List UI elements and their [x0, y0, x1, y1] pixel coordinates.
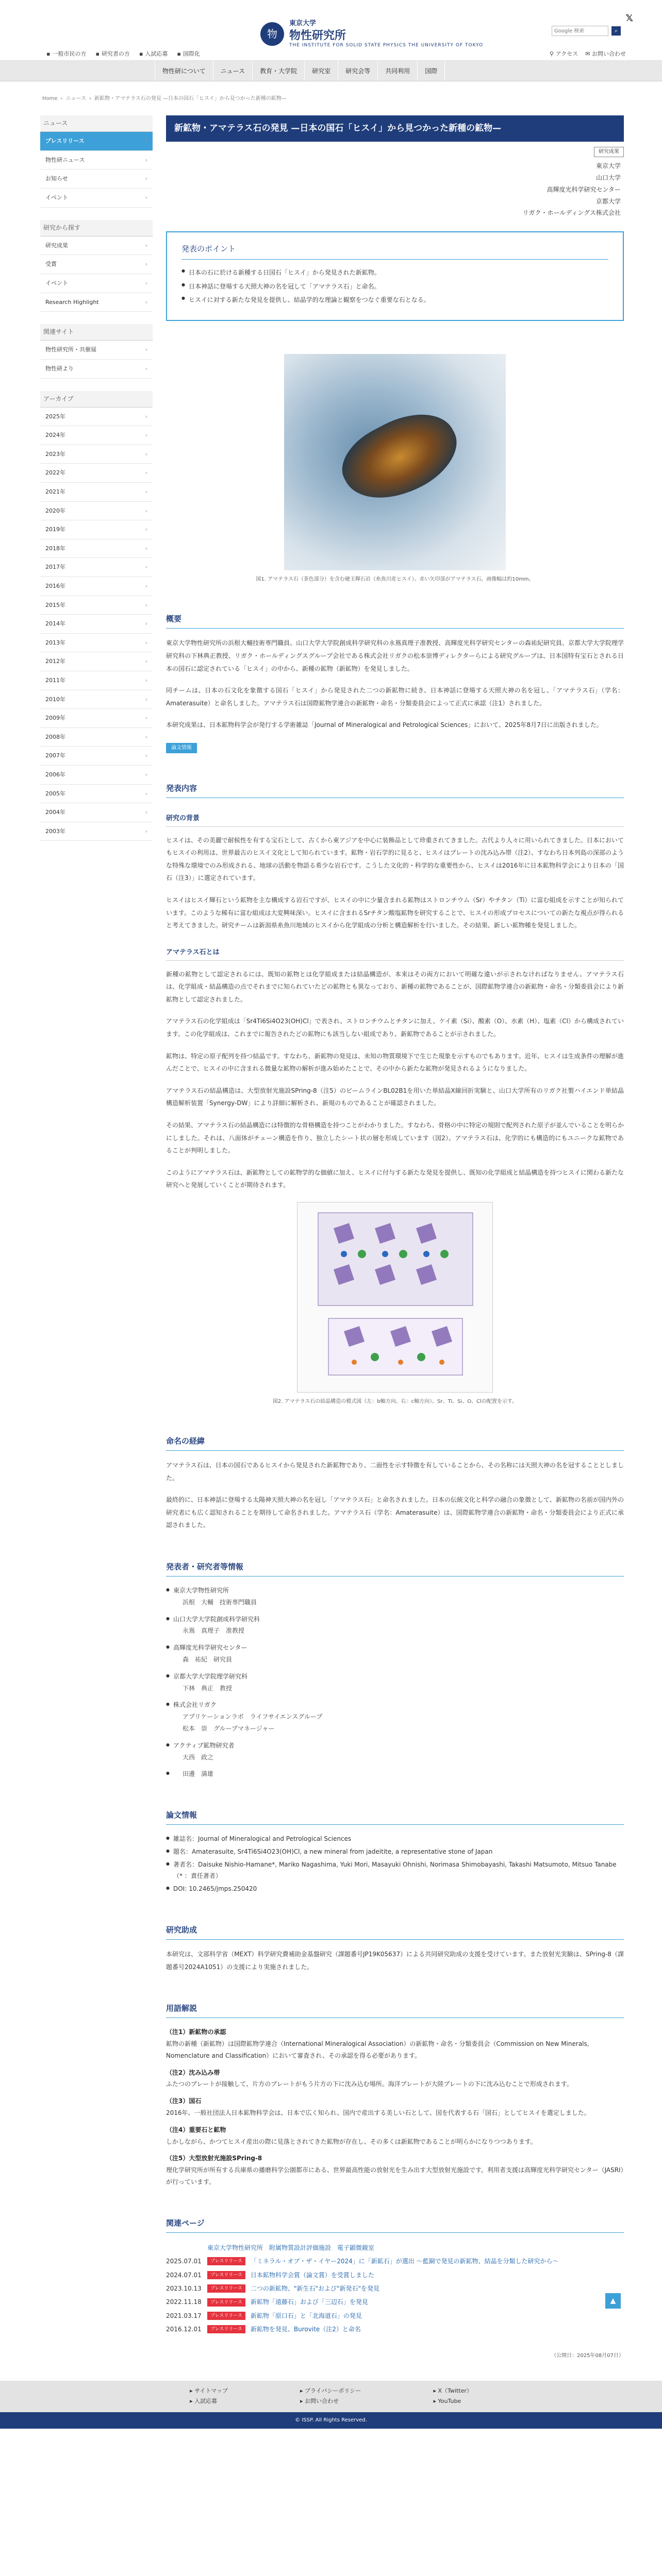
gnav-news[interactable]: ニュース: [213, 61, 253, 81]
person-org: 東京大学物性研究所: [173, 1586, 229, 1594]
archive-year-item[interactable]: 2019年 ›: [40, 520, 153, 539]
related-item[interactable]: [166, 2282, 624, 2295]
archive-year-item[interactable]: 2014年 ›: [40, 615, 153, 634]
glossary-term: （注4）重要石と鉱物: [166, 2126, 226, 2133]
person-org: 京都大学大学院理学研究科: [173, 1672, 248, 1680]
background-para: ヒスイは、その美麗で耐候性を有する宝石として、古くから東アジアを中心に装飾品として珍重されてきました。古代より人々に用いられてきました。日本においてもヒスイの利用は、世界最古のヒスイ文化として知られています。鉱物・岩石学的に見ると、ヒスイはプレートの沈み込み帯（注2）、すなわち日本列島の深部のような特殊な環境でのみ形成される、地球の活動を物語る希少な岩石です。こうした文化的・科学的な重要性から、ヒスイは2016年に日本鉱物科学会により日本の「国石（注3）」に選定されています。: [166, 836, 624, 882]
funding-para: 本研究は、文部科学省（MEXT）科学研究費補助金基盤研究（課題番号JP19K05637）による共同研究助成の支援を受けています。また放射光実験は、SPring-8（課題番号2024A1051）の支援により実施されました。: [166, 1951, 624, 1971]
logo-emblem: 物: [260, 22, 284, 46]
utility-link-international[interactable]: ▪ 国際化: [177, 49, 200, 59]
archive-year-item[interactable]: 2017年 ›: [40, 558, 153, 577]
related-tag: プレスリリース: [207, 2271, 245, 2279]
author-org: 東京大学: [595, 162, 621, 170]
glossary-desc: 2016年、一般社団法人日本鉱物科学会は、日本で広く知られ、国内で産出する美しい石として、国を代表する石「国石」としてヒスイを選定しました。: [166, 2109, 590, 2117]
archive-year-item[interactable]: 2025年 ›: [40, 408, 153, 427]
related-link[interactable]: 新鉱物を発見、Burovite（注2）と命名: [250, 2326, 361, 2333]
footer-link-x[interactable]: ▸ X（Twitter）: [433, 2387, 472, 2394]
archive-year-item[interactable]: 2023年 ›: [40, 445, 153, 464]
related-tag: プレスリリース: [207, 2284, 245, 2293]
glossary-entry: [166, 2095, 624, 2119]
person-name: 下林 典正 教授: [183, 1684, 233, 1692]
what-para: アマテラス石の化学組成は「Sr4Ti6Si4O23(OH)Cl」で表され、ストロンチウムとチタンに加え、ケイ素（Si）、酸素（O）、水素（H）、塩素（Cl）から構成されています。この化学組成は、これまでに報告されたどの鉱物にも該当しない組成であり、新鉱物であることが示されました。: [166, 1018, 624, 1038]
search-icon: ⌕: [614, 27, 618, 35]
glossary-entry: [166, 2026, 624, 2061]
person-icon: ▪: [139, 50, 143, 57]
global-nav: [0, 61, 662, 81]
archive-year-item[interactable]: 2013年 ›: [40, 634, 153, 653]
content-heading: 発表内容: [166, 782, 624, 798]
gnav-joint-use[interactable]: 共同利用: [378, 61, 418, 81]
archive-year-item[interactable]: 2005年 ›: [40, 785, 153, 804]
person-org: 株式会社リガク: [173, 1701, 217, 1709]
site-logo[interactable]: [260, 19, 483, 49]
person-icon: ▪: [95, 50, 100, 57]
author-org: 高輝度光科学研究センター: [547, 185, 621, 193]
sidebar-item-awards[interactable]: 受賞 ›: [40, 255, 153, 274]
related-link[interactable]: 「ミネラル・オブ・ザ・イヤー2024」に「新鉱石」が選出 ～藍銅で発見の新鉱物、結晶を分類した研究から～: [250, 2258, 559, 2265]
author-list: [166, 160, 624, 219]
glossary-term: （注5）大型放射光施設SPring-8: [166, 2155, 262, 2162]
pin-icon: ⚲: [550, 50, 554, 57]
archive-year-item[interactable]: 2006年 ›: [40, 766, 153, 785]
glossary-entry: [166, 2153, 624, 2188]
person-entry: [166, 1740, 624, 1764]
paper-heading: 論文情報: [166, 1809, 624, 1825]
paper-doi-link[interactable]: ● DOI: 10.2465/jmps.250420: [166, 1883, 624, 1895]
archive-year-item[interactable]: 2016年 ›: [40, 577, 153, 596]
archive-year-item[interactable]: 2024年 ›: [40, 426, 153, 445]
person-entry: [166, 1671, 624, 1694]
person-org: 山口大学大学院創成科学研究科: [173, 1615, 260, 1623]
glossary-term: （注1）新鉱物の承認: [166, 2028, 226, 2036]
copyright: © ISSP. All Rights Reserved.: [0, 2412, 662, 2429]
overview-para: 東京大学物性研究所の浜根大輔技術専門職員、山口大学大学院創成科学研究科の永嶌真理子准教授、高輝度光科学研究センターの森祐紀研究員、京都大学大学院理学研究科の下林典正教授、リガク・ホールディングスグループ会社である株式会社リガクの松本崇博ディレクターらによる研究グループは、日本国特有宝石とされる日本の国石に認定されている「ヒスイ」の中から、新種の鉱物（新鉱物）を発見しました。: [166, 639, 624, 672]
person-entry: [166, 1614, 624, 1637]
footer-links: [0, 2381, 662, 2413]
author-org: リガク・ホールディングス株式会社: [522, 209, 621, 217]
footer-link-contact[interactable]: ▸ お問い合わせ: [300, 2398, 339, 2405]
key-points-heading: 発表のポイント: [181, 243, 608, 260]
person-name: 浜根 大輔 技術専門職員: [183, 1598, 257, 1606]
person-entry: [166, 1699, 624, 1734]
glossary-desc: しかしながら、かつてヒスイ産出の際に見落とされてきた鉱物が存在し、その多くは新鉱物であることが明らかになりつつあります。: [166, 2138, 537, 2145]
glossary-term: （注2）沈み込み帯: [166, 2069, 220, 2076]
what-para: 鉱物は、特定の原子配列を持つ結晶です。すなわち、新鉱物の発見は、未知の物質環境下で生じた現象を示すものでもあります。近年、ヒスイは生成条件の理解が進んだことで、ヒスイの中に含まれる微量な鉱物の解析が進み始めたことで、その中から新たな鉱物が発見されるようになりました。: [166, 1052, 624, 1073]
search-form: [552, 26, 621, 36]
figure2-caption: 図2. アマテラス石の結晶構造の模式図（左：b軸方向、右：c軸方向）。Sr、Ti、Si、O、Clの配置を示す。: [272, 1398, 518, 1404]
crystal-structure-diagram: [297, 1202, 493, 1393]
back-to-top-button[interactable]: [605, 2293, 621, 2309]
sidebar-item-link-1[interactable]: 物性研究所・共催展 ›: [40, 341, 153, 360]
archive-year-item[interactable]: 2012年 ›: [40, 652, 153, 671]
person-name: 永嶌 真理子 准教授: [183, 1627, 245, 1635]
logo-line1: 東京大学: [289, 20, 317, 27]
glossary-desc: 鉱物の新種（新鉱物）は国際鉱物学連合（International Mineralogical Association）の新鉱物・命名・分類委員会（Commission on New Minerals, Nomenclature and Classification）において審査され、その承認を得る必要があります。: [166, 2040, 589, 2059]
naming-heading: 命名の経緯: [166, 1435, 624, 1451]
logo-line2: 物性研究所: [289, 28, 346, 42]
paper-info-button[interactable]: 論文情報: [166, 743, 197, 753]
related-tag: プレスリリース: [207, 2312, 245, 2320]
sidebar-item-issp-news[interactable]: 物性研ニュース ›: [40, 151, 153, 170]
sidebar-item-results[interactable]: 研究成果 ›: [40, 236, 153, 256]
globe-icon: ▪: [177, 50, 181, 57]
key-points-box: [166, 231, 624, 321]
sidebar-archive: [40, 391, 153, 841]
related-date: 2023.10.13: [166, 2285, 202, 2292]
glossary-desc: ふたつのプレートが接触して、片方のプレートがもう片方の下に沈み込む場所。海洋プレートが大陸プレートの下に沈み込むことで形成されます。: [166, 2080, 573, 2088]
person-name: 森 祐紀 研究員: [183, 1655, 233, 1663]
related-item[interactable]: [166, 2241, 624, 2255]
sidebar-item-notice[interactable]: お知らせ ›: [40, 170, 153, 189]
publish-date: （公開日：2025年08月07日）: [551, 2352, 624, 2359]
glossary-desc: 理化学研究所が所有する兵庫県の播磨科学公園都市にある、世界最高性能の放射光を生み出す大型放射光施設です。利用者支援は高輝度光科学研究センター（JASRI）が行っています。: [166, 2166, 624, 2186]
sidebar-item-events[interactable]: イベント ›: [40, 274, 153, 293]
what-para: その結果、アマテラス石の結晶構造には特徴的な骨格構造を持つことがわかりました。すなわち、骨格の中に特定の規則で配列された原子が並んでいることを明らかにしました。それは、八面体がチェーン構造を作り、独立したシート状の層を形成しています（図2）。アマテラス石は、化学的にも構造的にもユニークな鉱物であることが判明しました。: [166, 1122, 624, 1155]
contact-link[interactable]: ✉ お問い合わせ: [585, 50, 626, 57]
utility-link-public[interactable]: ▪ 一般市民の方: [46, 49, 86, 59]
breadcrumb-home[interactable]: Home: [42, 96, 58, 101]
archive-list: [40, 408, 153, 841]
sidebar-item-highlight[interactable]: Research Highlight ›: [40, 293, 153, 312]
archive-year-item[interactable]: 2022年 ›: [40, 464, 153, 483]
related-link[interactable]: 新鉱物「原口石」と「北海道石」の発見: [250, 2312, 362, 2319]
site-header: [0, 0, 662, 61]
glossary-heading: 用語解説: [166, 2002, 624, 2018]
overview-para: 同チームは、日本の石文化を象徴する国石「ヒスイ」から発見された二つの新鉱物に続き、日本神話に登場する天照大神の名を冠し、「アマテラス石」（学名：Amaterasuite）と命名しました。アマテラス石は国際鉱物学連合の新鉱物・命名・分類委員会によって正式に承認（注1）されました。: [166, 687, 624, 707]
archive-year-item[interactable]: 2008年 ›: [40, 728, 153, 747]
sidebar-news: [40, 115, 153, 208]
x-twitter-icon[interactable]: 𝕏: [625, 13, 633, 24]
person-org: アクティブ鉱物研究者: [173, 1741, 235, 1749]
key-point: ● 日本の石に於ける新種する日国石「ヒスイ」から発見された新鉱物。: [181, 266, 608, 279]
rock-sample-image: [331, 398, 470, 517]
glossary-term: （注3）国石: [166, 2097, 202, 2105]
utility-links-right: [550, 49, 626, 59]
paper-info-list: [166, 1833, 624, 1895]
what-para: 新種の鉱物として認定されるには、既知の鉱物とは化学組成または結晶構造が、本来はその両方において明確な違いが示されなければなりません。アマテラス石は、化学組成・結晶構造の点でそれまでに知られていたどの鉱物とも異なっており、新種の鉱物であることが、国際鉱物学連合の新鉱物・命名・分類委員会により新鉱物として認定されました。: [166, 970, 624, 1003]
person-name: ● 田邊 満雄: [183, 1770, 214, 1778]
sidebar-research: [40, 220, 153, 312]
person-name: 松本 崇 グループマネージャー: [183, 1724, 275, 1732]
related-heading: 関連ページ: [166, 2217, 624, 2233]
people-heading: 発表者・研究者等情報: [166, 1561, 624, 1577]
person-name: 大西 政之: [183, 1753, 214, 1761]
sidebar-head-links: 関連サイト: [40, 324, 153, 341]
footer-link-sitemap[interactable]: ▸ サイトマップ: [190, 2387, 228, 2394]
gnav-labs[interactable]: 研究室: [305, 61, 338, 81]
crystal-structure-figure[interactable]: [297, 1202, 493, 1393]
related-link[interactable]: 東京大学物性研究所 附属物質設計評価施設 電子顕微鏡室: [207, 2244, 375, 2251]
archive-year-item[interactable]: 2021年 ›: [40, 483, 153, 502]
key-point: ● 日本神話に登場する天照大神の名を冠して「アマテラス石」と命名。: [181, 280, 608, 293]
related-date: 2021.03.17: [166, 2312, 202, 2319]
sidebar-links: [40, 324, 153, 378]
category-tag[interactable]: 研究成果: [594, 147, 624, 157]
related-tag: プレスリリース: [207, 2325, 245, 2333]
page-title: 新鉱物・アマテラス石の発見 —日本の国石「ヒスイ」から見つかった新種の鉱物—: [166, 115, 624, 142]
overview-para: 本研究成果は、日本鉱物科学会が発行する学術雑誌「Journal of Mineralogical and Petrological Sciences」において、2025年8月7日に出版されました。: [166, 721, 603, 729]
related-item[interactable]: [166, 2295, 624, 2309]
utility-link-researchers[interactable]: ▪ 研究者の方: [95, 49, 129, 59]
access-link[interactable]: ⚲ アクセス: [550, 50, 578, 57]
arrow-up-icon: ▲: [610, 2296, 616, 2305]
search-button[interactable]: [611, 26, 621, 36]
key-point: ● ヒスイに対する新たな発見を提供し、結晶学的な理論と観察をつなぐ重要な石となる。: [181, 293, 608, 307]
sidebar: [40, 115, 153, 2360]
footer-link-youtube[interactable]: ▸ YouTube: [433, 2398, 461, 2405]
paper-title: ● 題名：Amaterasuite, Sr4Ti6Si4O23(OH)Cl, a new mineral from jadeitite, a representative stone of Japan: [166, 1846, 624, 1858]
paper-authors: ● 著者名：Daisuke Nishio-Hamane*, Mariko Nagashima, Yuki Mori, Masayuki Ohnishi, Norimasa Shimobayashi, Takashi Matsumoto, Mitsuo Tanabe（* ：責任著者）: [166, 1859, 624, 1883]
what-heading: アマテラス石とは: [166, 947, 624, 961]
mineral-photo[interactable]: [284, 354, 506, 570]
archive-year-item[interactable]: 2020年 ›: [40, 502, 153, 521]
glossary-list: [166, 2026, 624, 2188]
gnav-international[interactable]: 国際: [418, 61, 445, 81]
paper-journal: ● 雑誌名：Journal of Mineralogical and Petrological Sciences: [166, 1833, 624, 1845]
utility-link-admission[interactable]: ▪ 入試応募: [139, 49, 168, 59]
breadcrumb-news[interactable]: ニュース: [65, 96, 87, 101]
related-link[interactable]: 二つの新鉱物、"新生石"および"新発石"を発見: [250, 2285, 380, 2292]
naming-para: 最終的に、日本神話に登場する太陽神天照大神の名を冠し「アマテラス石」と命名されました。日本の伝統文化と科学の融合の象徴として、新鉱物の名前が国内外の研究者にも広く認知されることを期待して命名されました。アマテラス石（学名：Amaterasuite）は、国際鉱物学連合の新鉱物・命名・分類委員会により正式に承認されました。: [166, 1496, 624, 1529]
glossary-entry: [166, 2067, 624, 2091]
breadcrumb: Home › ニュース › 新鉱物・アマテラス石の発見 —日本の国石「ヒスイ」から見つかった新種の鉱物—: [0, 81, 662, 103]
funding-heading: 研究助成: [166, 1924, 624, 1940]
archive-year-item[interactable]: 2010年 ›: [40, 690, 153, 709]
archive-year-item[interactable]: 2015年 ›: [40, 596, 153, 615]
breadcrumb-current: 新鉱物・アマテラス石の発見 —日本の国石「ヒスイ」から見つかった新種の鉱物—: [94, 96, 287, 101]
what-para: このようにアマテラス石は、新鉱物としての鉱物学的な価値に加え、ヒスイに付与する新たな発見を提供し、既知の化学組成と結晶構造を持つヒスイに関わる新たな研究へと発展していくことが期待されます。: [166, 1168, 624, 1189]
related-link[interactable]: 日本鉱物科学会賞（論文賞）を受賞しました: [250, 2271, 374, 2279]
archive-year-item[interactable]: 2003年 ›: [40, 822, 153, 841]
gnav-workshops[interactable]: 研究会等: [338, 61, 378, 81]
sidebar-item-press[interactable]: プレスリリース ›: [40, 132, 153, 151]
person-org: 高輝度光科学研究センター: [173, 1644, 247, 1652]
archive-year-item[interactable]: 2004年 ›: [40, 803, 153, 822]
author-org: 京都大学: [595, 197, 621, 205]
overview-heading: 概要: [166, 613, 624, 629]
gnav-about[interactable]: 物性研について: [155, 61, 213, 81]
related-item[interactable]: [166, 2323, 624, 2336]
what-para: アマテラス石の結晶構造は、大型放射光施設SPring-8（注5）のビームラインBL02B1を用いた単結晶X線回折実験と、山口大学所有のリガク社製ハイエンド単結晶構造解析装置「Synergy-DW」により詳細に解析され、新規のものであることが確認されました。: [166, 1087, 624, 1107]
figure1-caption: 図1. アマテラス石（茶色部分）を含む硬玉輝石岩（糸魚川産ヒスイ）。赤い矢印部がアマテラス石。画像幅は約10mm。: [256, 577, 534, 583]
sidebar-item-event[interactable]: イベント ›: [40, 189, 153, 208]
main-content: [166, 115, 624, 2360]
footer-link-privacy[interactable]: ▸ プライバシーポリシー: [300, 2387, 361, 2394]
sidebar-head-archive: アーカイブ: [40, 391, 153, 408]
archive-year-item[interactable]: 2018年 ›: [40, 539, 153, 558]
mail-icon: ✉: [585, 50, 590, 57]
sidebar-item-link-2[interactable]: 物性研より ›: [40, 360, 153, 379]
related-tag: プレスリリース: [207, 2257, 245, 2265]
background-para: ヒスイはヒスイ輝石という鉱物を主な構成する岩石ですが、ヒスイの中に少量含まれる鉱物はストロンチウム（Sr）やチタン（Ti）に富む組成を示すことが知られています。このような稀有に富む組成は大変興味深い。ヒスイに含まれるSrチタン酸塩鉱物を研究することで、ヒスイの形成プロセスについての新たな視点が得られると考えてきました。研究チームは新潟県糸魚川地域のヒスイから化学組成の分析と構造解析を行いました。その結果、新しい鉱物種を発見しました。: [166, 896, 624, 929]
utility-links-left: [46, 49, 200, 59]
person-name: アプリケーションラボ ライフサイエンスグループ: [183, 1713, 323, 1721]
related-date: 2024.07.01: [166, 2271, 202, 2279]
archive-year-item[interactable]: 2009年 ›: [40, 709, 153, 728]
naming-para: アマテラス石は、日本の国石であるヒスイから発見された新鉱物であり、二面性を示す特徴を有していることから、その名称には天照大神の名を冠することとしました。: [166, 1461, 624, 1482]
related-item[interactable]: [166, 2309, 624, 2323]
person-entry: [166, 1585, 624, 1608]
glossary-entry: [166, 2124, 624, 2148]
person-entry: [166, 1768, 624, 1780]
related-date: 2025.07.01: [166, 2258, 202, 2265]
author-org: 山口大学: [595, 174, 621, 181]
archive-year-item[interactable]: 2007年 ›: [40, 747, 153, 766]
sidebar-head-news: ニュース: [40, 115, 153, 132]
related-item[interactable]: [166, 2255, 624, 2268]
search-input[interactable]: [552, 26, 608, 36]
person-entry: [166, 1642, 624, 1666]
related-link[interactable]: 新鉱物「遠藤石」および「三辺石」を発見: [250, 2298, 368, 2306]
logo-line3: THE INSTITUTE FOR SOLID STATE PHYSICS THE UNIVERSITY OF TOKYO: [289, 42, 484, 48]
people-list: [166, 1585, 624, 1780]
related-date: 2022.11.18: [166, 2298, 202, 2306]
gnav-education[interactable]: 教育・大学院: [253, 61, 305, 81]
related-date: 2016.12.01: [166, 2326, 202, 2333]
archive-year-item[interactable]: 2011年 ›: [40, 671, 153, 690]
person-icon: ▪: [46, 50, 51, 57]
background-heading: 研究の背景: [166, 814, 624, 827]
related-item[interactable]: [166, 2268, 624, 2282]
footer-link-admission[interactable]: ▸ 入試応募: [190, 2398, 218, 2405]
sidebar-head-research: 研究から探す: [40, 220, 153, 236]
related-tag: プレスリリース: [207, 2298, 245, 2307]
related-list: [166, 2241, 624, 2336]
